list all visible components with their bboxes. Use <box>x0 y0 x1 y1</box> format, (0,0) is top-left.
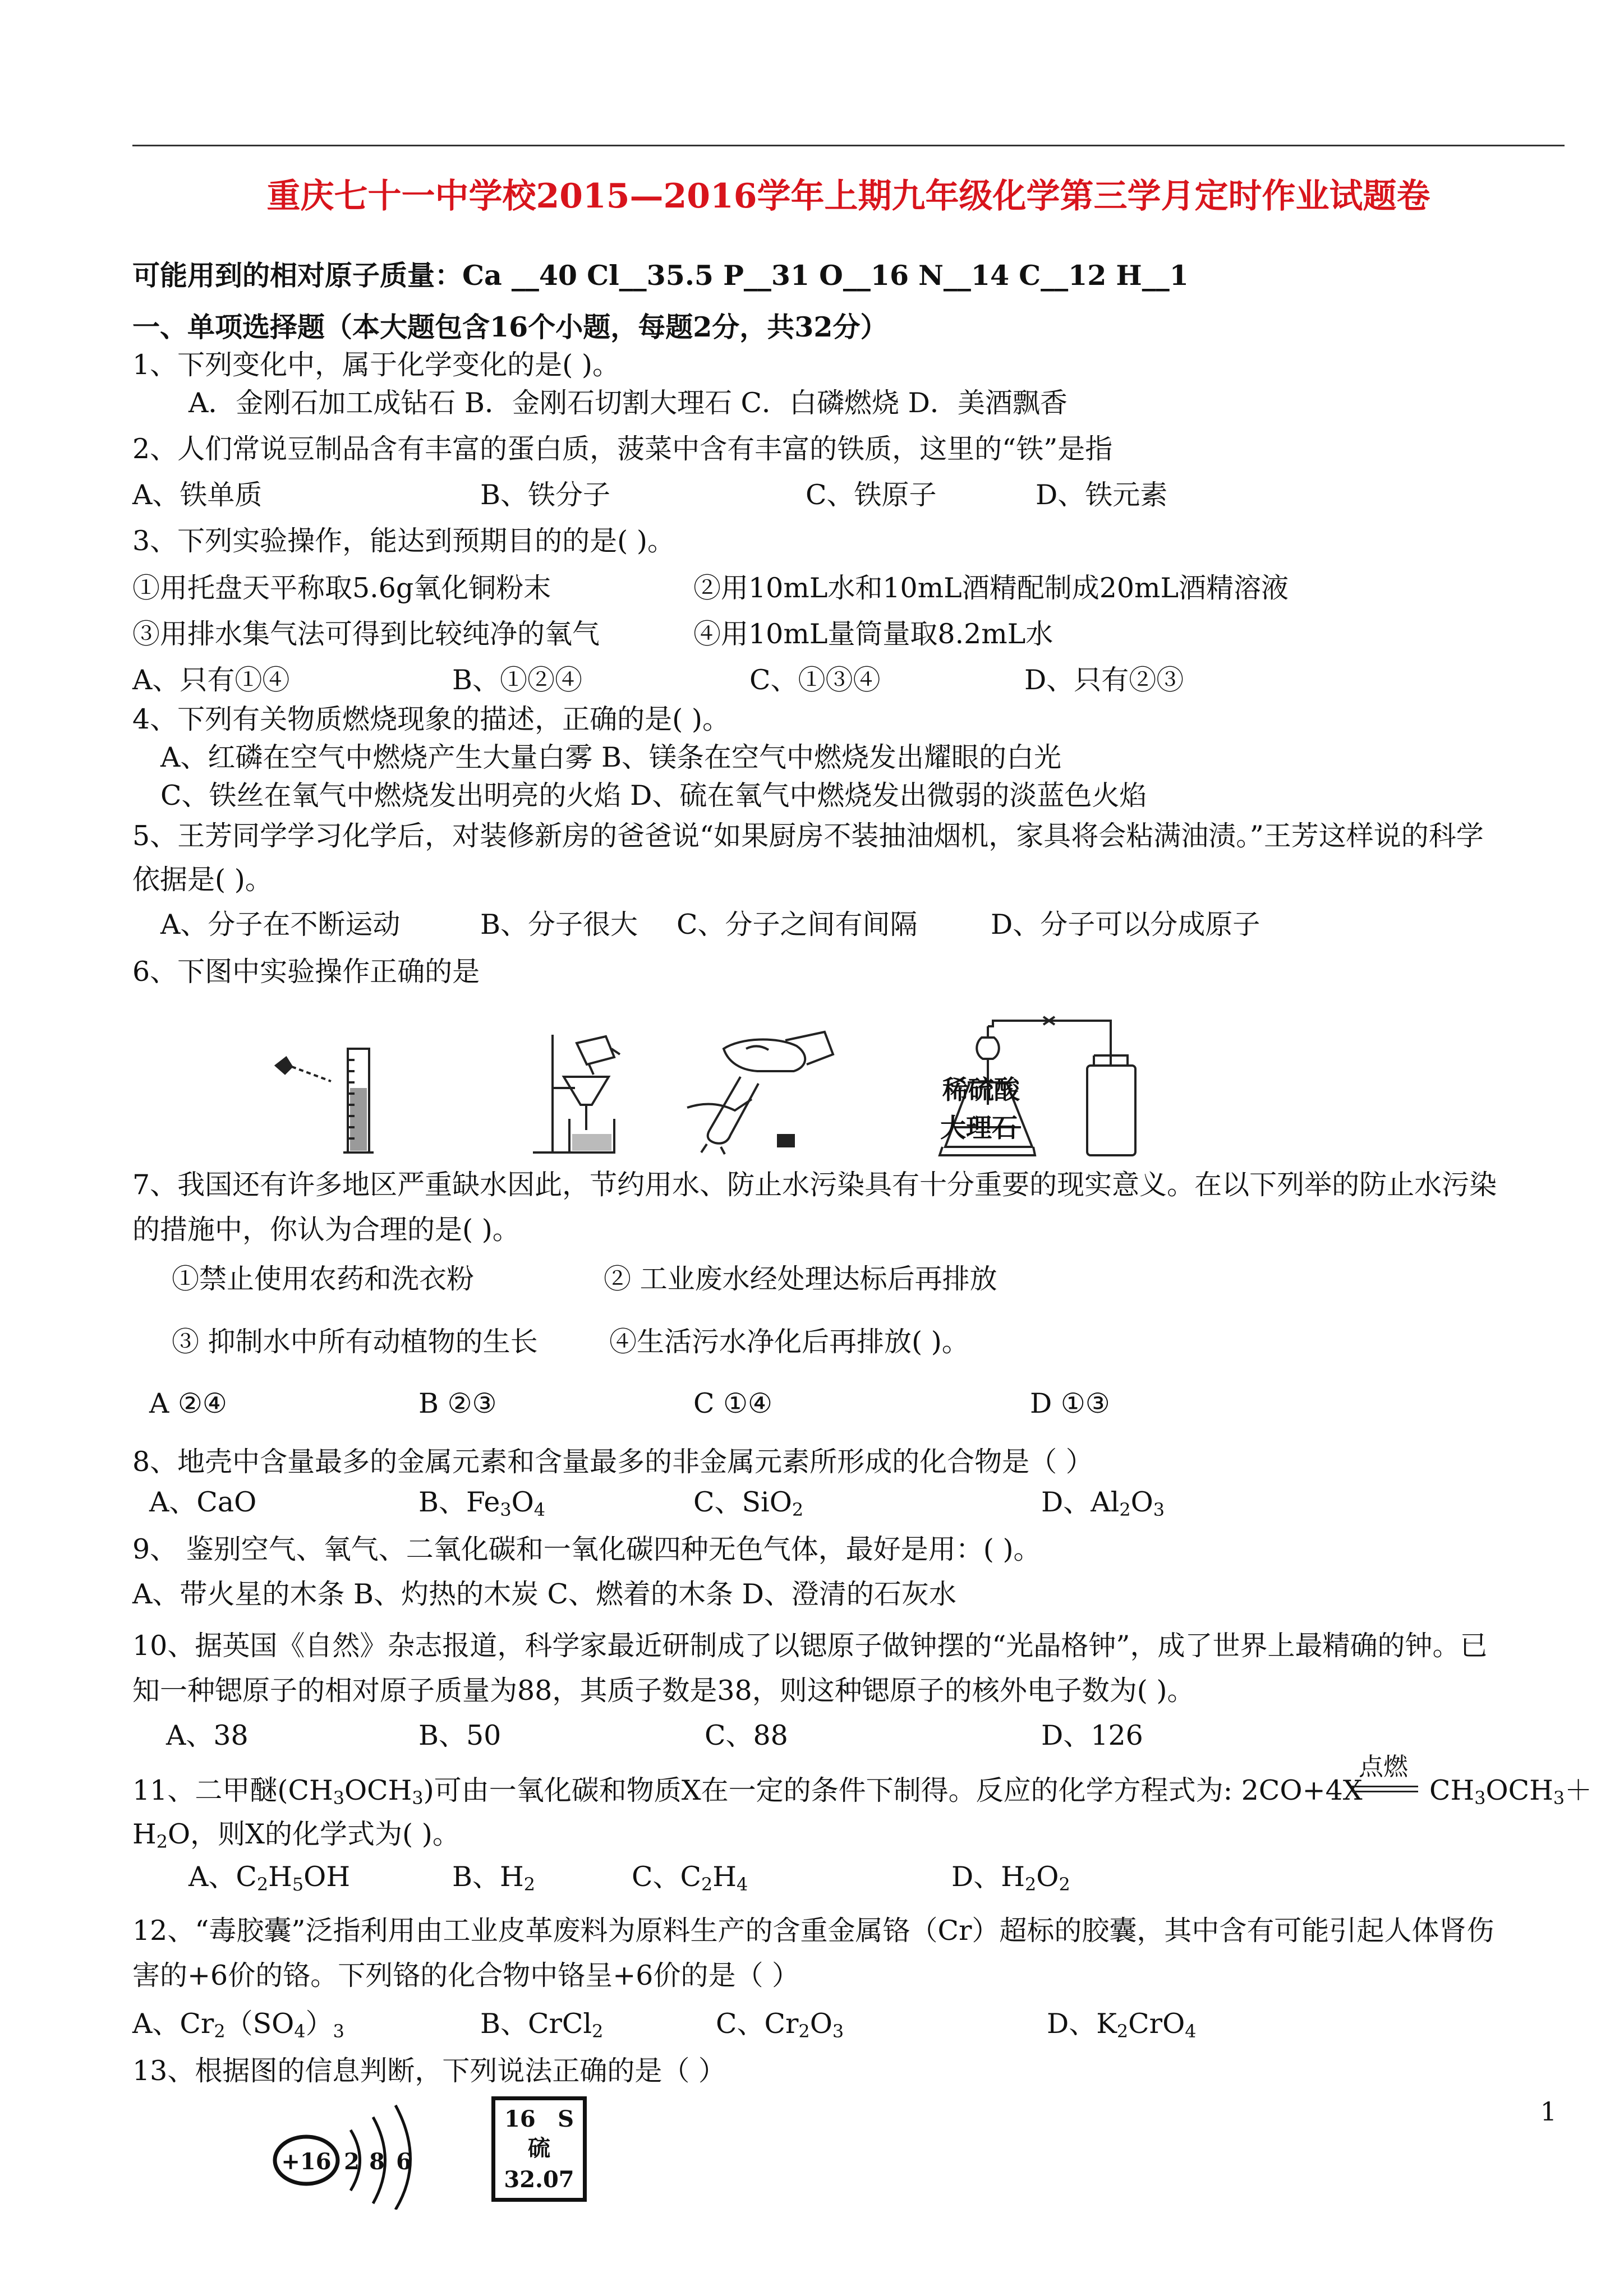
filtration-figure <box>533 1035 620 1152</box>
question-11-option-b: B、$H_2$ <box>452 1861 536 1895</box>
question-10-stem-line-2: 知一种锶原子的相对原子质量为88，其质子数是38，则这种锶原子的核外电子数为( )。 <box>132 1675 1195 1707</box>
question-2-option-b: B、铁分子 <box>480 479 611 511</box>
question-3-option-c: C、①③④ <box>749 664 881 696</box>
question-10-option-a: A、38 <box>166 1719 249 1751</box>
question-12-stem-line-1: 12、“毒胶囊”泛指利用由工业皮革废料为原料生产的含重金属铬（Cr）超标的胶囊，其中含有可能引起人体肾伤 <box>132 1915 1494 1947</box>
question-12-option-d: D、$K_2CrO_4$ <box>1047 2008 1197 2042</box>
question-10-option-b: B、50 <box>418 1719 502 1751</box>
question-7-stem-line-1: 7、我国还有许多地区严重缺水因此，节约用水、防止水污染具有十分重要的现实意义。在以下列举的防止水污染 <box>132 1169 1497 1201</box>
pouring-into-test-tube-figure <box>687 1032 833 1154</box>
lab-apparatus-figures <box>269 1015 1391 1161</box>
question-5-option-a: A、分子在不断运动 <box>160 909 401 940</box>
reaction-condition: 点燃 <box>1359 1753 1408 1781</box>
electron-shell-1-count: 2 <box>344 2149 360 2175</box>
atomic-mass-line <box>132 257 1189 294</box>
question-7-option-c: C ①④ <box>693 1387 772 1419</box>
question-3-statement-3: ③用排水集气法可得到比较纯净的氧气 <box>132 618 600 650</box>
question-12-stem-line-2: 害的+6价的铬。下列铬的化合物中铬呈+6价的是（ ） <box>132 1960 800 1991</box>
question-8-option-d: D、$Al_2O_3$ <box>1041 1486 1165 1520</box>
question-3-statement-1: ①用托盘天平称取5.6g氧化铜粉末 <box>132 572 551 604</box>
electron-shell-3-count: 6 <box>396 2149 412 2175</box>
label-dilute-sulfuric-acid: 稀硫酸 <box>942 1075 1020 1105</box>
question-4-options-row-1: A、红磷在空气中燃烧产生大量白雾 B、镁条在空气中燃烧发出耀眼的白光 <box>160 741 1061 773</box>
question-11-stem-line-2: $H_2O$，则X的化学式为( )。 <box>132 1818 460 1852</box>
question-11-stem-line-1: 11、二甲醚$(CH_3OCH_3)$可由一氧化碳和物质X在一定的条件下制得。反应的化学方程式为: 2CO+4X <box>132 1774 1363 1809</box>
question-9-options: A、带火星的木条 B、灼热的木炭 C、燃着的木条 D、澄清的石灰水 <box>132 1578 956 1610</box>
question-4-stem: 4、下列有关物质燃烧现象的描述，正确的是( )。 <box>132 703 730 735</box>
question-7-statement-4: ④生活污水净化后再排放( )。 <box>609 1326 969 1358</box>
question-13-stem: 13、根据图的信息判断，下列说法正确的是（ ） <box>132 2055 726 2087</box>
question-3-statement-2: ②用10mL水和10mL酒精配制成20mL酒精溶液 <box>693 572 1289 604</box>
question-2-stem: 2、人们常说豆制品含有丰富的蛋白质，菠菜中含有丰富的铁质，这里的“铁”是指 <box>132 433 1113 465</box>
question-12-option-b: B、CrCl$_2$ <box>480 2008 604 2042</box>
question-7-option-a: A ②④ <box>149 1387 227 1419</box>
question-4-options-row-2: C、铁丝在氧气中燃烧发出明亮的火焰 D、硫在氧气中燃烧发出微弱的淡蓝色火焰 <box>160 780 1147 812</box>
question-10-stem-line-1: 10、据英国《自然》杂志报道，科学家最近研制成了以锶原子做钟摆的“光晶格钟”，成了世界上最精确的钟。已 <box>132 1630 1488 1662</box>
atomic-number: 16 <box>504 2106 536 2132</box>
question-10-option-d: D、126 <box>1041 1719 1143 1751</box>
question-11-stem-product: $CH_3OCH_3+$ <box>1429 1774 1593 1809</box>
question-2-option-c: C、铁原子 <box>806 479 937 511</box>
reaction-equals-sign <box>1352 1786 1418 1792</box>
question-7-statement-3: ③ 抑制水中所有动植物的生长 <box>172 1326 538 1358</box>
question-3-option-d: D、只有②③ <box>1024 664 1184 696</box>
question-5-option-d: D、分子可以分成原子 <box>991 909 1260 940</box>
question-10-option-c: C、88 <box>705 1719 788 1751</box>
question-11-option-a: A、$C_2H_5OH$ <box>188 1861 351 1895</box>
label-marble: 大理石 <box>940 1113 1018 1143</box>
electron-shell-2-count: 8 <box>369 2149 385 2175</box>
question-3-statement-4: ④用10mL量筒量取8.2mL水 <box>693 618 1053 650</box>
question-9-stem: 9、 鉴别空气、氧气、二氧化碳和一氧化碳四种无色气体，最好是用：( )。 <box>132 1533 1041 1565</box>
atomic-mass-label: 可能用到的相对原子质量： <box>132 259 463 292</box>
question-12-option-a: A、$Cr_2(SO_4)_3$ <box>132 2008 344 2042</box>
question-8-stem: 8、地壳中含量最多的金属元素和含量最多的非金属元素所形成的化合物是（ ） <box>132 1446 1093 1478</box>
question-5-option-c: C、分子之间有间隔 <box>677 909 918 940</box>
question-12-option-c: C、$Cr_2O_3$ <box>716 2008 844 2042</box>
header-rule <box>132 145 1565 146</box>
question-8-option-c: C、SiO$_2$ <box>693 1486 804 1520</box>
question-5-stem-line-2: 依据是( )。 <box>132 864 273 896</box>
atomic-mass-values: Ca __40 Cl__35.5 P__31 O__16 N__14 C__12 H__1 <box>462 259 1189 292</box>
eye-reading-cylinder-figure <box>276 1049 374 1152</box>
sulfur-atomic-structure-diagram <box>269 2097 449 2210</box>
question-1-stem: 1、下列变化中，属于化学变化的是( )。 <box>132 349 620 381</box>
section-heading: 一、单项选择题（本大题包含16个小题，每题2分，共32分） <box>132 311 888 343</box>
question-2-option-d: D、铁元素 <box>1036 479 1168 511</box>
question-3-stem: 3、下列实验操作，能达到预期目的的是( )。 <box>132 525 675 557</box>
nucleus-charge: +16 <box>281 2149 332 2175</box>
page-title: 重庆七十一中学校2015—2016学年上期九年级化学第三学月定时作业试题卷 <box>266 177 1430 216</box>
question-7-stem-line-2: 的措施中，你认为合理的是( )。 <box>132 1214 520 1246</box>
question-7-statement-1: ①禁止使用农药和洗衣粉 <box>172 1263 475 1295</box>
element-symbol: S <box>558 2106 574 2132</box>
question-7-option-d: D ①③ <box>1030 1387 1110 1419</box>
question-7-option-b: B ②③ <box>418 1387 497 1419</box>
question-7-statement-2: ② 工业废水经处理达标后再排放 <box>604 1263 997 1295</box>
question-11-option-c: C、$C_2H_4$ <box>632 1861 748 1895</box>
question-8-option-a: A、CaO <box>149 1486 257 1518</box>
question-6-stem: 6、下图中实验操作正确的是 <box>132 956 480 988</box>
element-name: 硫 <box>528 2135 550 2161</box>
question-2-option-a: A、铁单质 <box>132 479 263 511</box>
question-3-option-a: A、只有①④ <box>132 664 290 696</box>
periodic-table-cell-sulfur <box>491 2096 587 2202</box>
page-number: 1 <box>1540 2096 1557 2127</box>
question-3-option-b: B、①②④ <box>452 664 583 696</box>
question-5-stem-line-1: 5、王芳同学学习化学后，对装修新房的爸爸说“如果厨房不装抽油烟机，家具将会粘满油渍。”王芳这样说的科学 <box>132 820 1484 852</box>
question-8-option-b: B、$Fe_3O_4$ <box>418 1486 546 1520</box>
question-11-option-d: D、$H_2O_2$ <box>951 1861 1070 1895</box>
question-5-option-b: B、分子很大 <box>480 909 638 940</box>
question-1-options: A．金刚石加工成钻石 B．金刚石切割大理石 C．白磷燃烧 D．美酒飘香 <box>188 387 1068 419</box>
atomic-mass: 32.07 <box>504 2166 574 2193</box>
